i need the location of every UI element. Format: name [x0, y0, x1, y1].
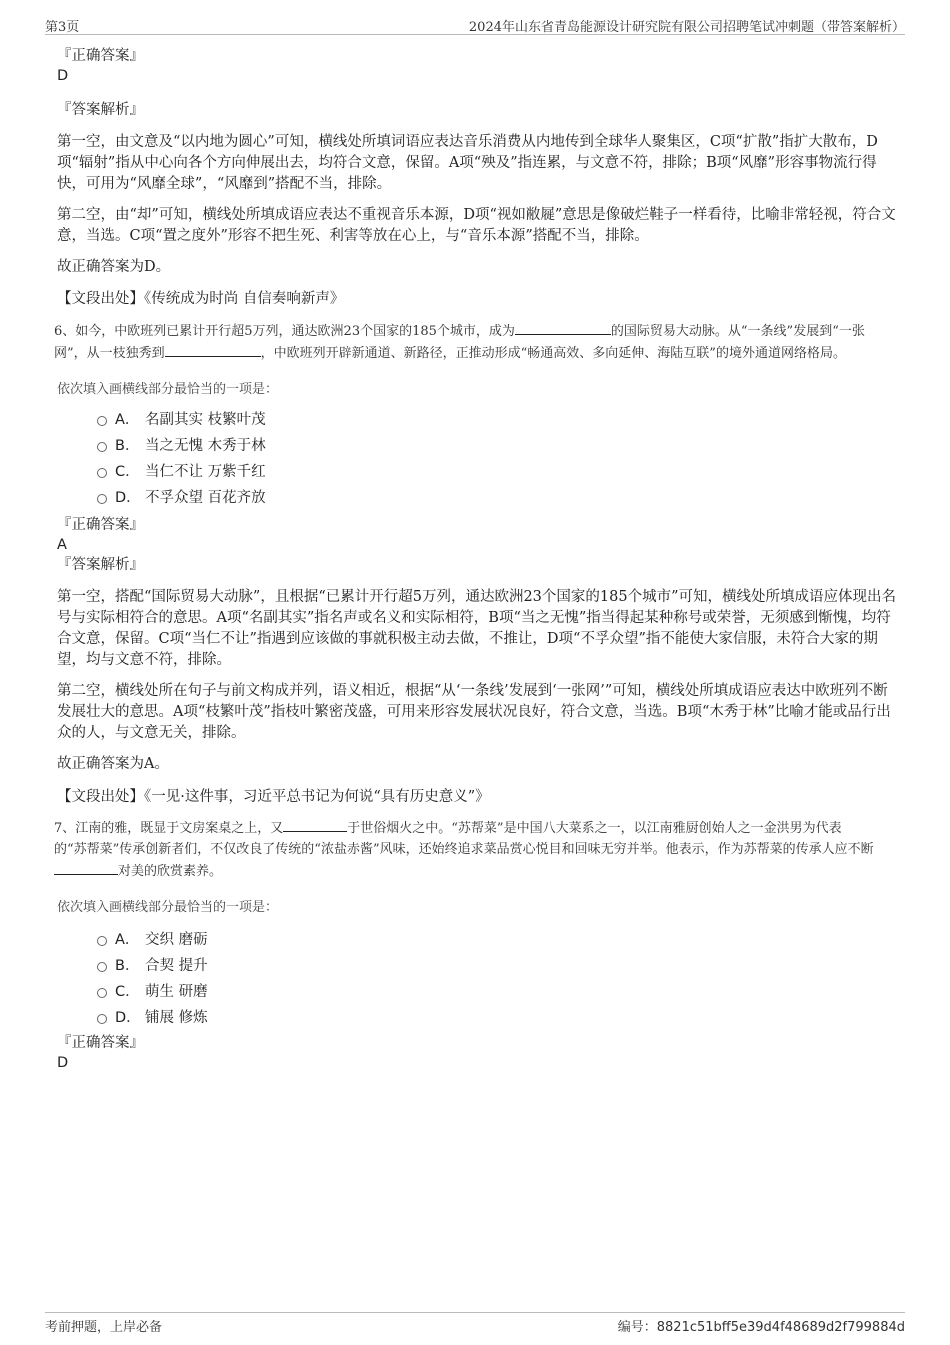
fill-blank — [515, 320, 611, 335]
option-a[interactable]: A． 名副其实 枝繁叶茂 — [97, 407, 897, 433]
analysis-paragraph: 故正确答案为D。 — [57, 259, 171, 275]
analysis-paragraph: 第二空，横线处所在句子与前文构成并列，语义相近，根据“从‘一条线’发展到‘一张网’”可知，横线处所填成语应表达中欧班列不断发展壮大的意思。A项“枝繁叶茂”指枝叶繁密茂盛，可用来形容发展状况良好，符合文意，当选。B项“木秀于林”比喻才能或品行出众的人，与文意无关，排除。 — [57, 683, 891, 741]
option-d[interactable]: D． 不孚众望 百花齐放 — [97, 485, 897, 511]
radio-icon[interactable] — [97, 962, 107, 972]
answer-label: 『正确答案』 — [57, 517, 144, 533]
document-body — [54, 46, 897, 1073]
question-prompt: 依次填入画横线部分最恰当的一项是： — [57, 900, 279, 915]
footer-slogan: 考前押题，上岸必备 — [45, 1320, 163, 1335]
radio-icon[interactable] — [97, 936, 107, 946]
answer-value: D — [57, 1055, 69, 1071]
option-list — [97, 927, 897, 1031]
code-value: 8821c51bff5e39d4f48689d2f799884d — [656, 1320, 905, 1335]
question-prompt: 依次填入画横线部分最恰当的一项是： — [57, 382, 279, 397]
analysis-paragraph: 第一空，由文意及“以内地为圆心”可知，横线处所填词语应表达音乐消费从内地传到全球华人聚集区，C项“扩散”指扩大散布，D项“辐射”指从中心向各个方向伸展出去，均符合文意，保留。A项“殃及”指连累，与文意不符，排除；B项“风靡”形容事物流行得快，可用为“风靡全球”，“风靡到”搭配不当，排除。 — [57, 134, 878, 192]
page-footer — [45, 1312, 905, 1335]
radio-icon[interactable] — [97, 494, 107, 504]
radio-icon[interactable] — [97, 442, 107, 452]
passage-source: 【文段出处】《一见·这件事，习近平总书记为何说“具有历史意义”》 — [57, 789, 490, 805]
option-c[interactable]: C． 当仁不让 万紫千红 — [97, 459, 897, 485]
passage-source: 【文段出处】《传统成为时尚 自信奏响新声》 — [57, 291, 345, 307]
option-c[interactable]: C． 萌生 研磨 — [97, 979, 897, 1005]
answer-label: 『正确答案』 — [57, 48, 144, 64]
document-title: 2024年山东省青岛能源设计研究院有限公司招聘笔试冲刺题（带答案解析） — [468, 20, 905, 35]
option-b[interactable]: B． 当之无愧 木秀于林 — [97, 433, 897, 459]
radio-icon[interactable] — [97, 1014, 107, 1024]
option-b[interactable]: B． 合契 提升 — [97, 953, 897, 979]
code-label: 编号： — [617, 1320, 657, 1335]
option-list — [97, 407, 897, 511]
option-a[interactable]: A． 交织 磨砺 — [97, 927, 897, 953]
answer-value: D — [57, 68, 69, 84]
answer-value: A — [57, 537, 67, 553]
analysis-label: 『答案解析』 — [57, 557, 144, 573]
page-header — [45, 14, 905, 35]
radio-icon[interactable] — [97, 988, 107, 998]
analysis-label: 『答案解析』 — [57, 102, 144, 118]
radio-icon[interactable] — [97, 468, 107, 478]
page-number: 第3页 — [45, 20, 80, 35]
fill-blank — [165, 342, 261, 357]
analysis-paragraph: 第二空，由“却”可知，横线处所填成语应表达不重视音乐本源，D项“视如敝屣”意思是像破烂鞋子一样看待，比喻非常轻视，符合文意，当选。C项“置之度外”形容不把生死、利害等放在心上，与“音乐本源”搭配不当，排除。 — [57, 207, 896, 244]
answer-label: 『正确答案』 — [57, 1035, 144, 1051]
document-code — [618, 1316, 905, 1335]
option-d[interactable]: D． 铺展 修炼 — [97, 1005, 897, 1031]
analysis-paragraph: 第一空，搭配“国际贸易大动脉”，且根据“已累计开行超5万列，通达欧洲23个国家的185个城市”可知，横线处所填成语应体现出名号与实际相符合的意思。A项“名副其实”指名声或名义和实际相符，B项“当之无愧”指当得起某种称号或荣誉，无须感到惭愧，均符合文意，保留。C项“当仁不让”指遇到应该做的事就积极主动去做，不推让，D项“不孚众望”指不能使大家信服，未符合大家的期望，均与文意不符，排除。 — [57, 589, 896, 668]
question-stem: 6、如今，中欧班列已累计开行超5万列，通达欧洲23个国家的185个城市，成为 的国际贸易大动脉。从“一条线”发展到“一张 网”，从一枝独秀到 ，中欧班列开辟新通道、新路径，正推动形成“畅通高效、多向延伸、海陆互联”的境外通道网络格局。 — [54, 320, 897, 364]
question-stem: 7、江南的雅，既显于文房案桌之上，又 于世俗烟火之中。“苏帮菜”是中国八大菜系之一，以江南雅厨创始人之一金洪男为代表 的“苏帮菜”传承创新者们，不仅改良了传统的“浓盐赤酱”风味，还始终追求菜品赏心悦目和回味无穷并举。他表示，作为苏帮菜的传承人应不断 对美的欣赏素养。 — [54, 817, 897, 882]
radio-icon[interactable] — [97, 416, 107, 426]
fill-blank — [283, 817, 347, 832]
analysis-paragraph: 故正确答案为A。 — [57, 756, 169, 772]
fill-blank — [54, 860, 118, 875]
